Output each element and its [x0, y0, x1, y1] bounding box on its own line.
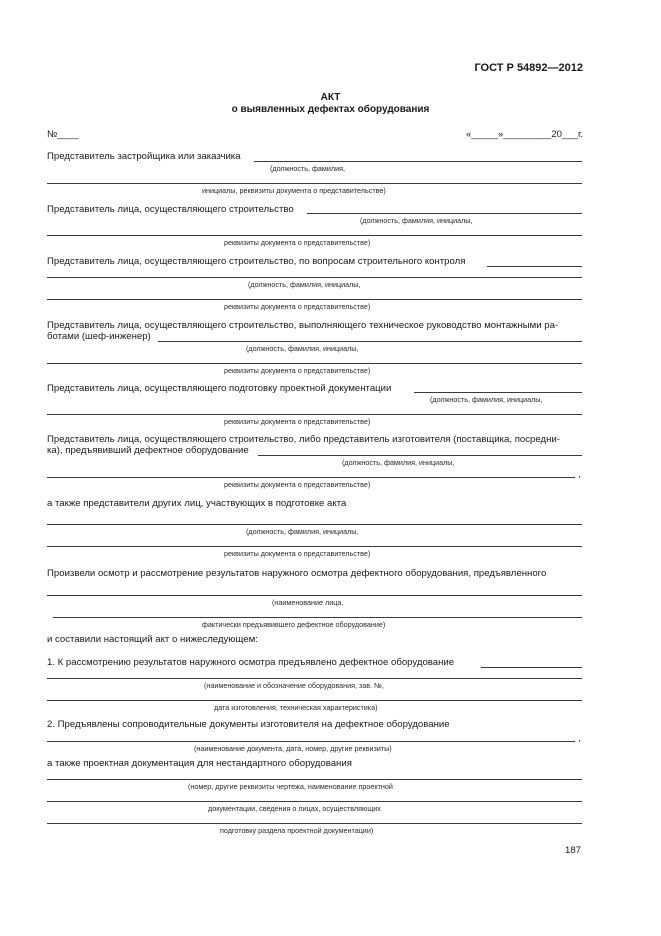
p1-fill-line-2[interactable] — [47, 678, 582, 679]
s8-fill-line-2[interactable] — [53, 617, 582, 618]
s1-label: Представитель застройщика или заказчика — [47, 151, 241, 162]
standard-header: ГОСТ Р 54892—2012 — [474, 62, 583, 74]
s7-caption-2: реквизиты документа о представительстве) — [224, 549, 371, 558]
s2-label: Представитель лица, осуществляющего строительство — [47, 204, 294, 215]
s10-fill-line-3[interactable] — [47, 823, 582, 824]
s6-caption-1: (должность, фамилия, инициалы, — [342, 458, 455, 467]
s10-fill-line[interactable] — [47, 779, 582, 780]
s4-caption-2: реквизиты документа о представительстве) — [224, 366, 371, 375]
p1-fill-line-3[interactable] — [47, 700, 582, 701]
s3-label: Представитель лица, осуществляющего строительство, по вопросам строительного контроля — [47, 256, 466, 267]
s3-caption-1: (должность, фамилия, инициалы, — [248, 280, 361, 289]
s10-caption-3: подготовку раздела проектной документации) — [220, 826, 374, 835]
s9-label: и составили настоящий акт о нижеследующем: — [47, 634, 258, 645]
s3-fill-line-3[interactable] — [47, 299, 582, 300]
act-subtitle: о выявленных дефектах оборудования — [231, 104, 430, 115]
s6-label-line2: ка), предъявивший дефектное оборудование — [47, 445, 249, 456]
s10-caption-1: (номер, другие реквизиты чертежа, наименование проектной — [188, 782, 393, 791]
s4-label-line2: ботами (шеф-инженер) — [47, 331, 151, 342]
p2-caption-1: (наименование документа, дата, номер, другие реквизиты) — [194, 744, 392, 753]
s5-fill-line[interactable] — [414, 392, 582, 393]
act-title: АКТ — [320, 92, 341, 103]
s5-fill-line-2[interactable] — [47, 414, 582, 415]
act-number-field[interactable]: №____ — [47, 129, 79, 140]
page-number: 187 — [564, 845, 581, 856]
s3-caption-2: реквизиты документа о представительстве) — [224, 302, 371, 311]
s6-fill-line-2[interactable] — [47, 477, 575, 478]
s7-fill-line-2[interactable] — [47, 546, 582, 547]
s5-caption-2: реквизиты документа о представительстве) — [224, 417, 371, 426]
s2-caption-1: (должность, фамилия, инициалы, — [360, 216, 473, 225]
s5-label: Представитель лица, осуществляющего подготовку проектной документации — [47, 383, 392, 394]
s10-label: а также проектная документация для нестандартного оборудования — [47, 758, 352, 769]
s7-label: а также представители других лиц, участвующих в подготовке акта — [47, 498, 347, 509]
s3-fill-line[interactable] — [487, 266, 582, 267]
s4-label-line1: Представитель лица, осуществляющего строительство, выполняющего техническое руководство монтажными ра- — [47, 320, 559, 331]
s4-fill-line[interactable] — [158, 341, 582, 342]
s6-fill-line[interactable] — [258, 455, 582, 456]
s4-caption-1: (должность, фамилия, инициалы, — [246, 344, 359, 353]
s4-fill-line-2[interactable] — [47, 363, 582, 364]
s8-caption-2: фактически предъявившего дефектное оборудование) — [202, 620, 386, 629]
s1-caption-1: (должность, фамилия, — [270, 164, 345, 173]
s7-fill-line[interactable] — [47, 524, 582, 525]
s6-comma: , — [578, 469, 581, 480]
s1-caption-2: инициалы, реквизиты документа о представительстве) — [202, 186, 386, 195]
s8-caption-1: (наименование лица, — [272, 598, 344, 607]
s2-fill-line[interactable] — [307, 213, 582, 214]
s2-fill-line-2[interactable] — [47, 235, 582, 236]
s6-caption-2: реквизиты документа о представительстве) — [224, 480, 371, 489]
p2-comma: , — [578, 733, 581, 744]
s2-caption-2: реквизиты документа о представительстве) — [224, 238, 371, 247]
p2-label: 2. Предъявлены сопроводительные документы изготовителя на дефектное оборудование — [47, 719, 450, 730]
p1-label: 1. К рассмотрению результатов наружного осмотра предъявлено дефектное оборудование — [47, 657, 455, 668]
s7-caption-1: (должность, фамилия, инициалы, — [246, 527, 359, 536]
p1-caption-2: дата изготовления, техническая характеристика) — [214, 703, 378, 712]
s8-label: Произвели осмотр и рассмотрение результатов наружного осмотра дефектного оборудования, предъявленного — [47, 568, 547, 579]
act-date-field[interactable]: «_____»_________20___г. — [465, 129, 583, 140]
s8-fill-line[interactable] — [47, 595, 582, 596]
p1-caption-1: (наименование и обозначение оборудования, зав. №, — [204, 681, 384, 690]
p1-fill-line[interactable] — [481, 667, 582, 668]
s1-fill-line[interactable] — [254, 161, 582, 162]
p2-fill-line[interactable] — [47, 741, 575, 742]
s1-fill-line-2[interactable] — [47, 183, 582, 184]
s5-caption-1: (должность, фамилия, инициалы, — [430, 395, 543, 404]
s3-fill-line-2[interactable] — [47, 277, 582, 278]
s6-label-line1: Представитель лица, осуществляющего строительство, либо представитель изготовителя (поставщика, посредни- — [47, 434, 560, 445]
s10-fill-line-2[interactable] — [47, 801, 582, 802]
s10-caption-2: документации, сведения о лицах, осуществляющих — [208, 804, 381, 813]
